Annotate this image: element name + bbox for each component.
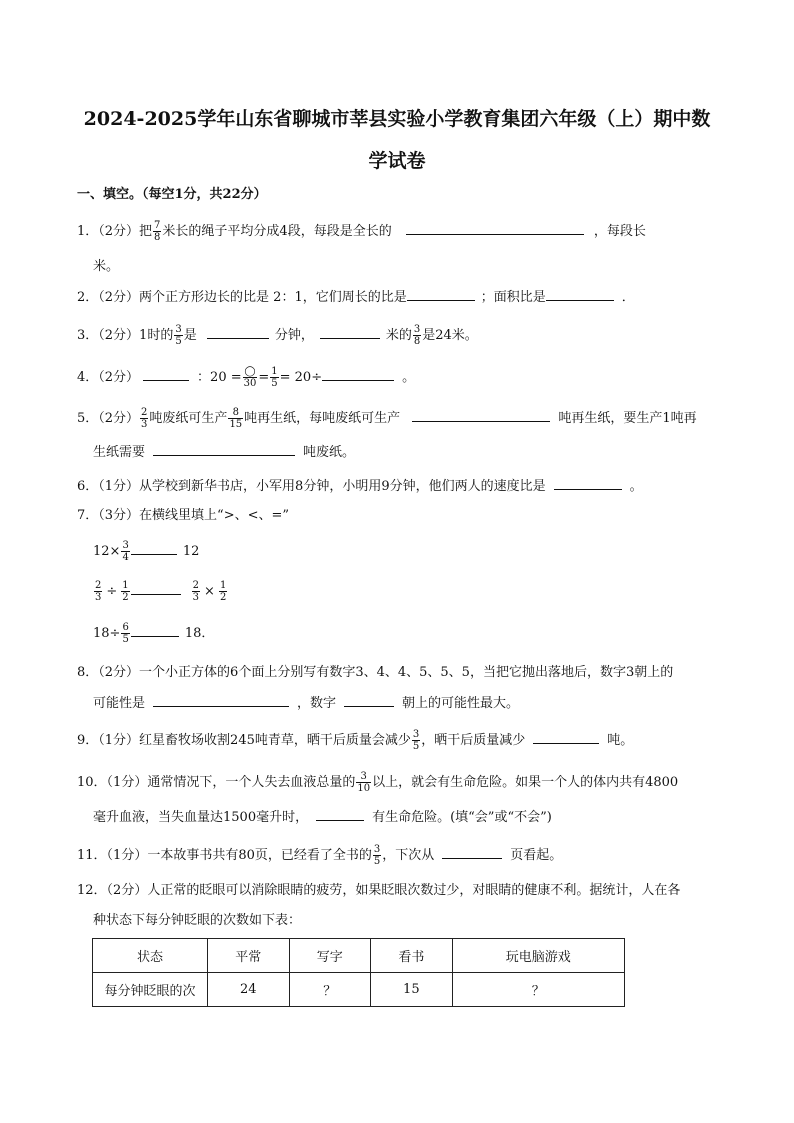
table-header-cell: 看书 [371, 939, 453, 973]
section-heading: 一、填空。（每空1分，共22分） [77, 187, 267, 202]
table-cell[interactable]: ？ [289, 973, 371, 1007]
question-7: 7．（3分）在横线里填上“>、<、=” [77, 508, 290, 523]
table-header-cell: 状态 [93, 939, 208, 973]
blink-rate-table [92, 938, 625, 1007]
table-header-cell: 平常 [208, 939, 290, 973]
answer-blank[interactable] [153, 441, 295, 456]
answer-blank[interactable] [131, 580, 181, 595]
fraction: $\frac{3}{10}$ [357, 771, 371, 794]
question-11: 11．（1分）一本故事书共有80页，已经看了全书的 $\frac{3}{5}$ ，下次从 页看起。 [77, 844, 563, 867]
table-cell: 每分钟眨眼的次 [93, 973, 208, 1007]
question-10-line-2: 毫升血液，当失血量达1500毫升时， 有生命危险。(填“会”或“不会”) [93, 806, 552, 829]
answer-blank[interactable] [143, 366, 189, 381]
question-12: 12．（2分）人正常的眨眼可以消除眼睛的疲劳，如果眨眼次数过少，对眼睛的健康不利。据统计，人在各 [77, 883, 681, 898]
table-cell: 24 [208, 973, 290, 1007]
fraction: $\frac{3}{4}$ [122, 540, 129, 563]
fraction: $\frac{3}{5}$ [175, 324, 182, 347]
question-4: 4．（2分） ：20 = $\frac{◯}{30}$ = $\frac{1}{5}$ = 20÷ 。 [77, 366, 416, 389]
question-6: 6．（1分）从学校到新华书店，小军用8分钟，小明用9分钟，他们两人的速度比是 。 [77, 475, 643, 498]
table-header-cell: 玩电脑游戏 [452, 939, 624, 973]
table-header-cell: 写字 [289, 939, 371, 973]
fraction: $\frac{◯}{30}$ [243, 366, 257, 389]
fraction: $\frac{8}{15}$ [229, 407, 243, 430]
answer-blank[interactable] [406, 220, 584, 235]
comparison-row-1: 12× $\frac{3}{4}$ 12 [93, 540, 200, 563]
answer-blank[interactable] [412, 407, 550, 422]
answer-blank[interactable] [131, 622, 179, 637]
answer-blank[interactable] [316, 806, 364, 821]
answer-blank[interactable] [344, 692, 394, 707]
question-10: 10．（1分）通常情况下，一个人失去血液总量的 $\frac{3}{10}$ 以上，就会有生命危险。如果一个人的体内共有4800 [77, 771, 679, 794]
title-line-1: 2024-2025学年山东省聊城市莘县实验小学教育集团六年级（上）期中数 [83, 108, 711, 130]
fraction: $\frac{2}{3}$ [141, 407, 148, 430]
answer-blank[interactable] [320, 324, 380, 339]
question-8-line-2: 可能性是 ，数字 朝上的可能性最大。 [93, 692, 519, 715]
table-cell: 15 [371, 973, 453, 1007]
question-5-line-2: 生纸需要 吨废纸。 [93, 441, 355, 464]
comparison-row-2: $\frac{2}{3}$ ÷ $\frac{1}{2}$ $\frac{2}{3}$ × $\frac{1}{2}$ [95, 580, 227, 603]
fraction: $\frac{3}{5}$ [412, 729, 420, 752]
table-header-row [93, 939, 625, 973]
table-cell[interactable]: ？ [452, 973, 624, 1007]
document-title [60, 98, 734, 182]
answer-blank[interactable] [322, 366, 394, 381]
answer-blank[interactable] [131, 540, 177, 555]
answer-blank[interactable] [153, 692, 289, 707]
answer-blank[interactable] [207, 324, 269, 339]
fraction: $\frac{3}{5}$ [373, 844, 381, 867]
fraction: $\frac{3}{8}$ [413, 324, 421, 347]
question-5: 5．（2分） $\frac{2}{3}$ 吨废纸可生产 $\frac{8}{15}$ 吨再生纸，每吨废纸可生产 吨再生纸，要生产1吨再 [77, 407, 697, 430]
question-1: 1．（2分）把 $\frac{7}{8}$ 米长的绳子平均分成4段，每段是全长的 ，每段长 [77, 220, 646, 243]
answer-blank[interactable] [533, 729, 599, 744]
table-row [93, 973, 625, 1007]
title-line-2: 学试卷 [368, 150, 426, 172]
fraction: $\frac{1}{5}$ [271, 366, 278, 389]
comparison-row-3: 18÷ $\frac{6}{5}$ 18． [93, 622, 215, 645]
question-2: 2．（2分）两个正方形边长的比是 2：1，它们周长的比是 ；面积比是 ． [77, 286, 635, 309]
question-12-line-2: 种状态下每分钟眨眼的次数如下表： [93, 913, 302, 928]
fraction: $\frac{1}{2}$ [219, 580, 227, 603]
answer-blank[interactable] [546, 286, 614, 301]
question-8: 8．（2分）一个小正方体的6个面上分别写有数字3、4、4、5、5、5，当把它抛出落地后，数字3朝上的 [77, 665, 674, 680]
question-3: 3．（2分）1时的 $\frac{3}{5}$ 是 分钟， 米的 $\frac{3}{8}$ 是24米。 [77, 324, 478, 347]
answer-blank[interactable] [554, 475, 622, 490]
fraction: $\frac{7}{8}$ [154, 220, 161, 243]
answer-blank[interactable] [407, 286, 475, 301]
question-9: 9．（1分）红星畜牧场收割245吨青草，晒干后质量会减少 $\frac{3}{5}$ ，晒干后质量减少 吨。 [77, 729, 634, 752]
fraction: $\frac{2}{3}$ [95, 580, 102, 603]
question-1-line-2: 米。 [93, 259, 120, 274]
fraction: $\frac{2}{3}$ [192, 580, 200, 603]
answer-blank[interactable] [442, 844, 502, 859]
fraction: $\frac{6}{5}$ [122, 622, 129, 645]
fraction: $\frac{1}{2}$ [122, 580, 129, 603]
